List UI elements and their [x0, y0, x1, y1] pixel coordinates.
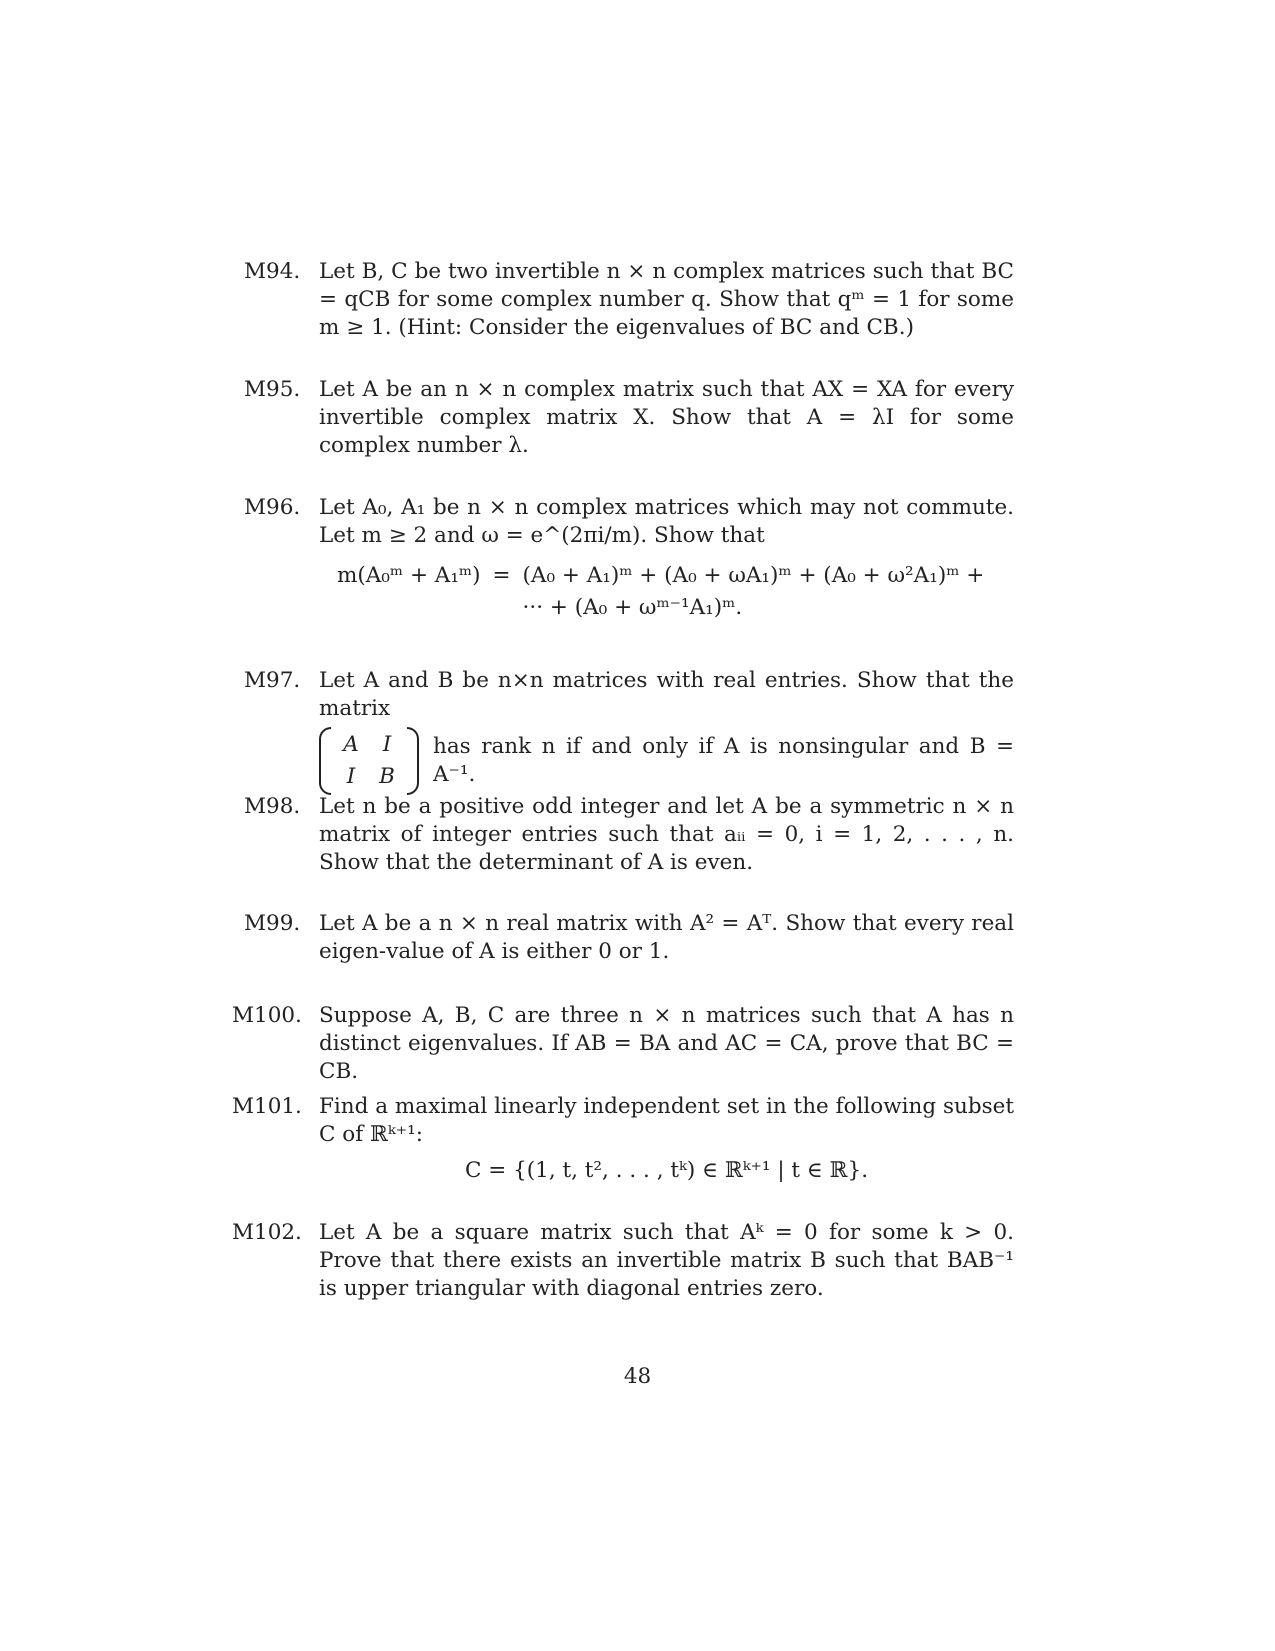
equation-lhs: m(A₀ᵐ + A₁ᵐ) — [337, 563, 481, 588]
problem-m98 — [244, 793, 1014, 877]
problem-number: M95. — [244, 377, 301, 402]
problem-number: M94. — [244, 259, 301, 284]
problem-m100 — [232, 1002, 1014, 1086]
equation — [331, 560, 990, 624]
problem-text: Find a maximal linearly independent set in the following subset C of ℝᵏ⁺¹: — [319, 1094, 1014, 1147]
problem-text: Let A₀, A₁ be n × n complex matrices which may not commute. Let m ≥ 2 and ω = e^(2πi/m). Show that — [319, 495, 1014, 548]
problem-number: M98. — [244, 794, 301, 819]
equation-relation: = — [492, 563, 511, 588]
problem-m102 — [232, 1219, 1014, 1303]
problem-number: M97. — [244, 668, 301, 693]
equation-rhs-line1: (A₀ + A₁)ᵐ + (A₀ + ωA₁)ᵐ + (A₀ + ω²A₁)ᵐ + — [522, 563, 985, 588]
problem-number: M101. — [232, 1094, 302, 1119]
problem-text-continued: has rank n if and only if A is nonsingular and B = A⁻¹. — [433, 734, 1014, 787]
problem-number: M102. — [232, 1220, 302, 1245]
matrix-entry: I — [346, 764, 356, 789]
problem-m96 — [244, 494, 1014, 624]
problem-m99 — [244, 910, 1014, 966]
problem-m94 — [244, 258, 1014, 342]
block-matrix — [319, 727, 419, 795]
problem-text: Let A be a n × n real matrix with A² = Aᵀ. Show that every real eigen-value of A is either 0 or 1. — [319, 911, 1014, 964]
problem-m95 — [244, 376, 1014, 460]
problem-number: M100. — [232, 1003, 302, 1028]
problem-text: Let A and B be n×n matrices with real entries. Show that the matrix — [319, 668, 1014, 721]
problem-m101 — [232, 1093, 1014, 1193]
problem-text: Let A be an n × n complex matrix such that AX = XA for every invertible complex matrix X. Show that A = λI for some complex number λ. — [319, 377, 1014, 458]
problem-text: Let B, C be two invertible n × n complex matrices such that BC = qCB for some complex number q. Show that qᵐ = 1 for some m ≥ 1. (Hint: Consider the eigenvalues of BC and CB.) — [319, 259, 1014, 340]
matrix-entry: B — [379, 764, 395, 789]
matrix-entry: I — [382, 732, 392, 757]
problem-text: Suppose A, B, C are three n × n matrices such that A has n distinct eigenvalues. If AB = BA and AC = CA, prove that BC = CB. — [319, 1003, 1014, 1084]
problem-text: Let A be a square matrix such that Aᵏ = 0 for some k > 0. Prove that there exists an invertible matrix B such that BAB⁻¹ is upper triangular with diagonal entries zero. — [319, 1220, 1014, 1301]
equation-rhs-line2: ··· + (A₀ + ωᵐ⁻¹A₁)ᵐ. — [522, 595, 743, 620]
problem-number: M96. — [244, 495, 301, 520]
problem-text: Let n be a positive odd integer and let A be a symmetric n × n matrix of integer entries such that aᵢᵢ = 0, i = 1, 2, . . . , n. Show that the determinant of A is even. — [319, 794, 1014, 875]
matrix-entry: A — [343, 732, 359, 757]
set-definition: C = {(1, t, t², . . . , tᵏ) ∈ ℝᵏ⁺¹ | t ∈ ℝ}. — [464, 1158, 869, 1183]
problem-number: M99. — [244, 911, 301, 936]
page-number: 48 — [623, 1364, 652, 1389]
problem-m97 — [244, 667, 1014, 795]
